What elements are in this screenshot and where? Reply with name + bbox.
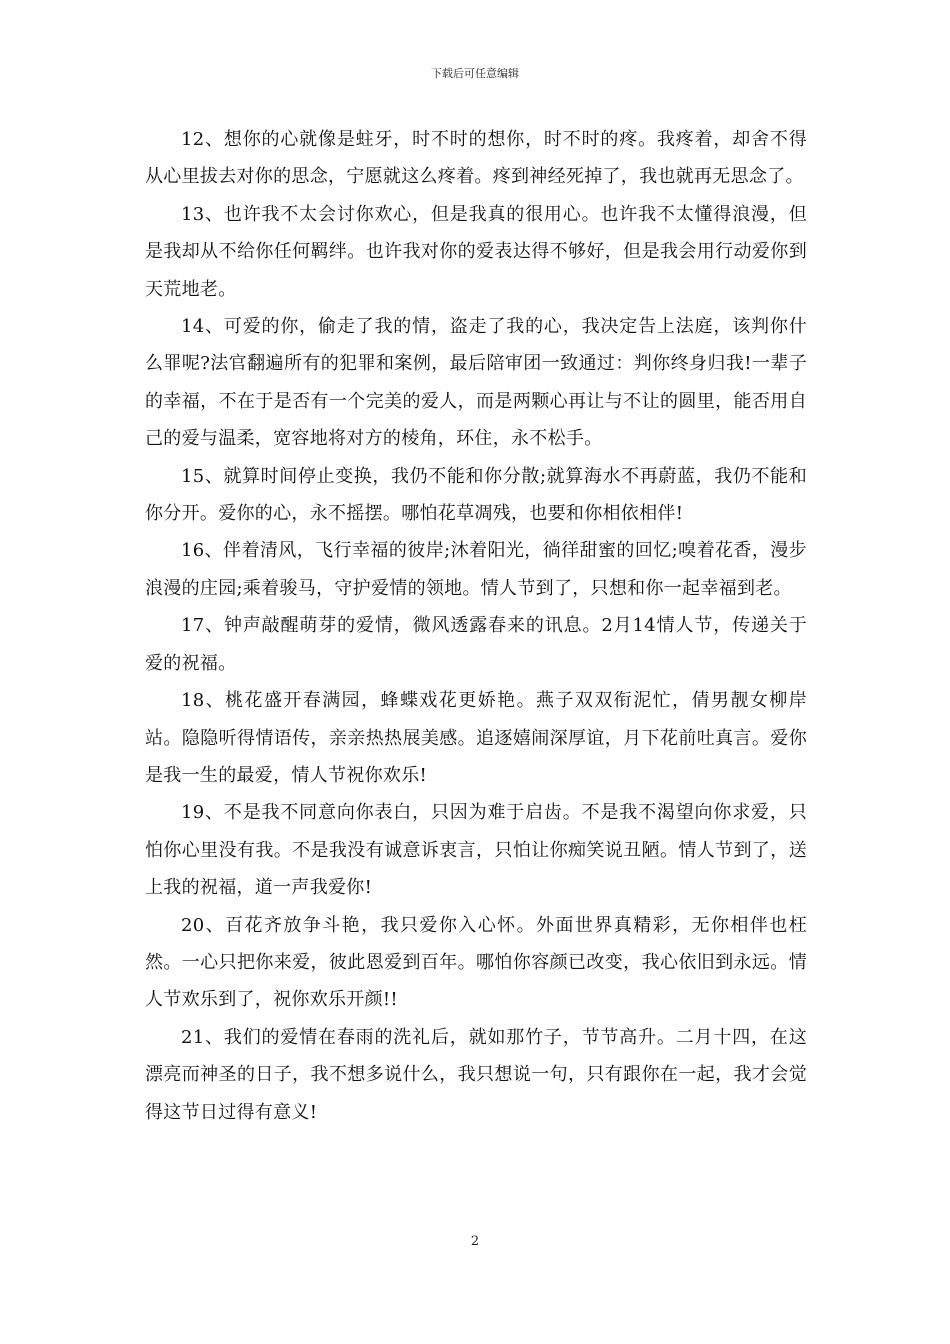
page-number: 2 bbox=[470, 1234, 480, 1249]
body-text bbox=[145, 121, 807, 1131]
paragraph: 16、伴着清风，飞行幸福的彼岸;沐着阳光，徜徉甜蜜的回忆;嗅着花香，漫步浪漫的庄园;乘着骏马，守护爱情的领地。情人节到了，只想和你一起幸福到老。 bbox=[145, 540, 807, 599]
paragraph: 18、桃花盛开春满园，蜂蝶戏花更娇艳。燕子双双衔泥忙，倩男靓女柳岸站。隐隐听得情语传，亲亲热热展美感。追逐嬉闹深厚谊，月下花前吐真言。爱你是我一生的最爱，情人节祝你欢乐! bbox=[145, 690, 807, 786]
paragraph: 14、可爱的你，偷走了我的情，盗走了我的心，我决定告上法庭，该判你什么罪呢?法官翻遍所有的犯罪和案例，最后陪审团一致通过：判你终身归我!一辈子的幸福，不在于是否有一个完美的爱人，而是两颗心再让与不让的圆里，能否用自己的爱与温柔，宽容地将对方的棱角，环住，永不松手。 bbox=[145, 316, 807, 450]
paragraph: 17、钟声敲醒萌芽的爱情，微风透露春来的讯息。2月14情人节，传递关于爱的祝福。 bbox=[145, 615, 807, 674]
paragraph: 12、想你的心就像是蛀牙，时不时的想你，时不时的疼。我疼着，却舍不得从心里拔去对你的思念，宁愿就这么疼着。疼到神经死掉了，我也就再无思念了。 bbox=[145, 129, 807, 188]
paragraph: 20、百花齐放争斗艳，我只爱你入心怀。外面世界真精彩，无你相伴也枉然。一心只把你来爱，彼此恩爱到百年。哪怕你容颜已改变，我心依旧到永远。情人节欢乐到了，祝你欢乐开颜!! bbox=[145, 914, 807, 1011]
page-header: 下载后可任意编辑 bbox=[431, 67, 519, 80]
paragraph: 21、我们的爱情在春雨的洗礼后，就如那竹子，节节高升。二月十四，在这漂亮而神圣的日子，我不想多说什么，我只想说一句，只有跟你在一起，我才会觉得这节日过得有意义! bbox=[145, 1026, 807, 1123]
paragraph: 13、也许我不太会讨你欢心，但是我真的很用心。也许我不太懂得浪漫，但是我却从不给你任何羁绊。也许我对你的爱表达得不够好，但是我会用行动爱你到天荒地老。 bbox=[145, 203, 807, 300]
paragraph: 19、不是我不同意向你表白，只因为难于启齿。不是我不渴望向你求爱，只怕你心里没有我。不是我没有诚意诉衷言，只怕让你痴笑说丑陋。情人节到了，送上我的祝福，道一声我爱你! bbox=[145, 802, 807, 899]
paragraph: 15、就算时间停止变换，我仍不能和你分散;就算海水不再蔚蓝，我仍不能和你分开。爱你的心，永不摇摆。哪怕花草凋残，也要和你相依相伴! bbox=[145, 465, 807, 525]
